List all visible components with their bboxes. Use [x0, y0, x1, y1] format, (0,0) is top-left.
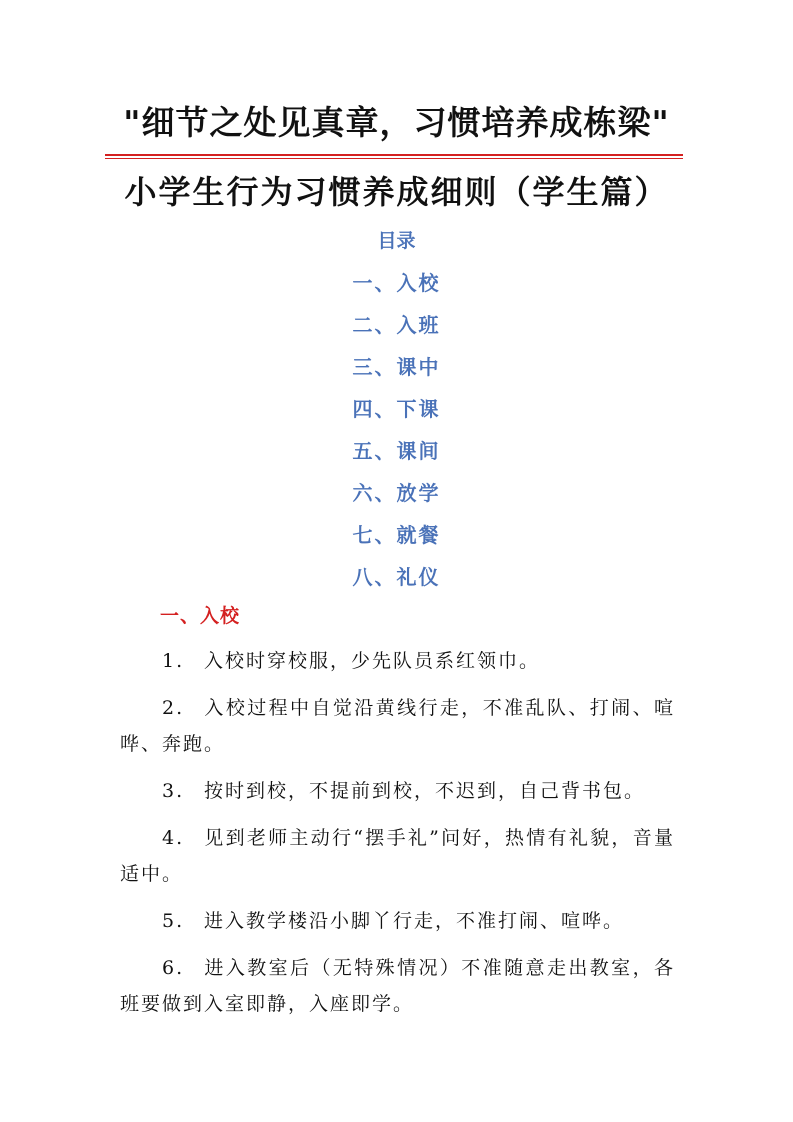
rule-item: [120, 773, 675, 809]
toc-item-jiucan[interactable]: 七、就餐: [352, 523, 441, 547]
toc-heading: 目录: [377, 230, 416, 252]
toc-item-fangxue[interactable]: 六、放学: [352, 481, 441, 505]
rule-number: 6.: [162, 957, 185, 979]
toc-item-kezhong[interactable]: 三、课中: [352, 355, 441, 379]
document-title: 小学生行为习惯养成细则（学生篇）: [124, 173, 669, 211]
rule-number: 2.: [162, 697, 185, 719]
red-divider-line: [105, 154, 683, 156]
rule-item: [120, 950, 675, 1022]
toc-item-ruban[interactable]: 二、入班: [352, 313, 441, 337]
rule-list: [120, 643, 675, 1033]
rule-text: 进入教学楼沿小脚丫行走，不准打闹、喧哗。: [204, 910, 625, 932]
section-heading: 一、入校: [160, 605, 241, 627]
rule-item: [120, 690, 675, 762]
toc-item-xiake[interactable]: 四、下课: [352, 397, 441, 421]
toc-item-ruxiao[interactable]: 一、入校: [352, 271, 441, 295]
rule-text: 入校时穿校服，少先队员系红领巾。: [204, 650, 541, 672]
toc-item-kejian[interactable]: 五、课间: [352, 439, 441, 463]
red-divider-line-thin: [105, 158, 683, 159]
rule-item: [120, 903, 675, 939]
table-of-contents: [0, 270, 793, 606]
rule-text: 进入教室后（无特殊情况）不准随意走出教室，各班要做到入室即静，入座即学。: [120, 957, 675, 1015]
rule-text: 见到老师主动行“摆手礼”问好，热情有礼貌，音量适中。: [120, 827, 675, 885]
rule-number: 1.: [162, 650, 185, 672]
rule-number: 5.: [162, 910, 185, 932]
rule-number: 3.: [162, 780, 185, 802]
rule-text: 按时到校，不提前到校，不迟到，自己背书包。: [204, 780, 646, 802]
banner-slogan: "细节之处见真章，习惯培养成栋梁": [123, 103, 670, 142]
rule-item: [120, 643, 675, 679]
rule-item: [120, 820, 675, 892]
rule-text: 入校过程中自觉沿黄线行走，不准乱队、打闹、喧哗、奔跑。: [120, 697, 675, 755]
toc-item-liyi[interactable]: 八、礼仪: [352, 565, 441, 589]
rule-number: 4.: [162, 827, 185, 849]
